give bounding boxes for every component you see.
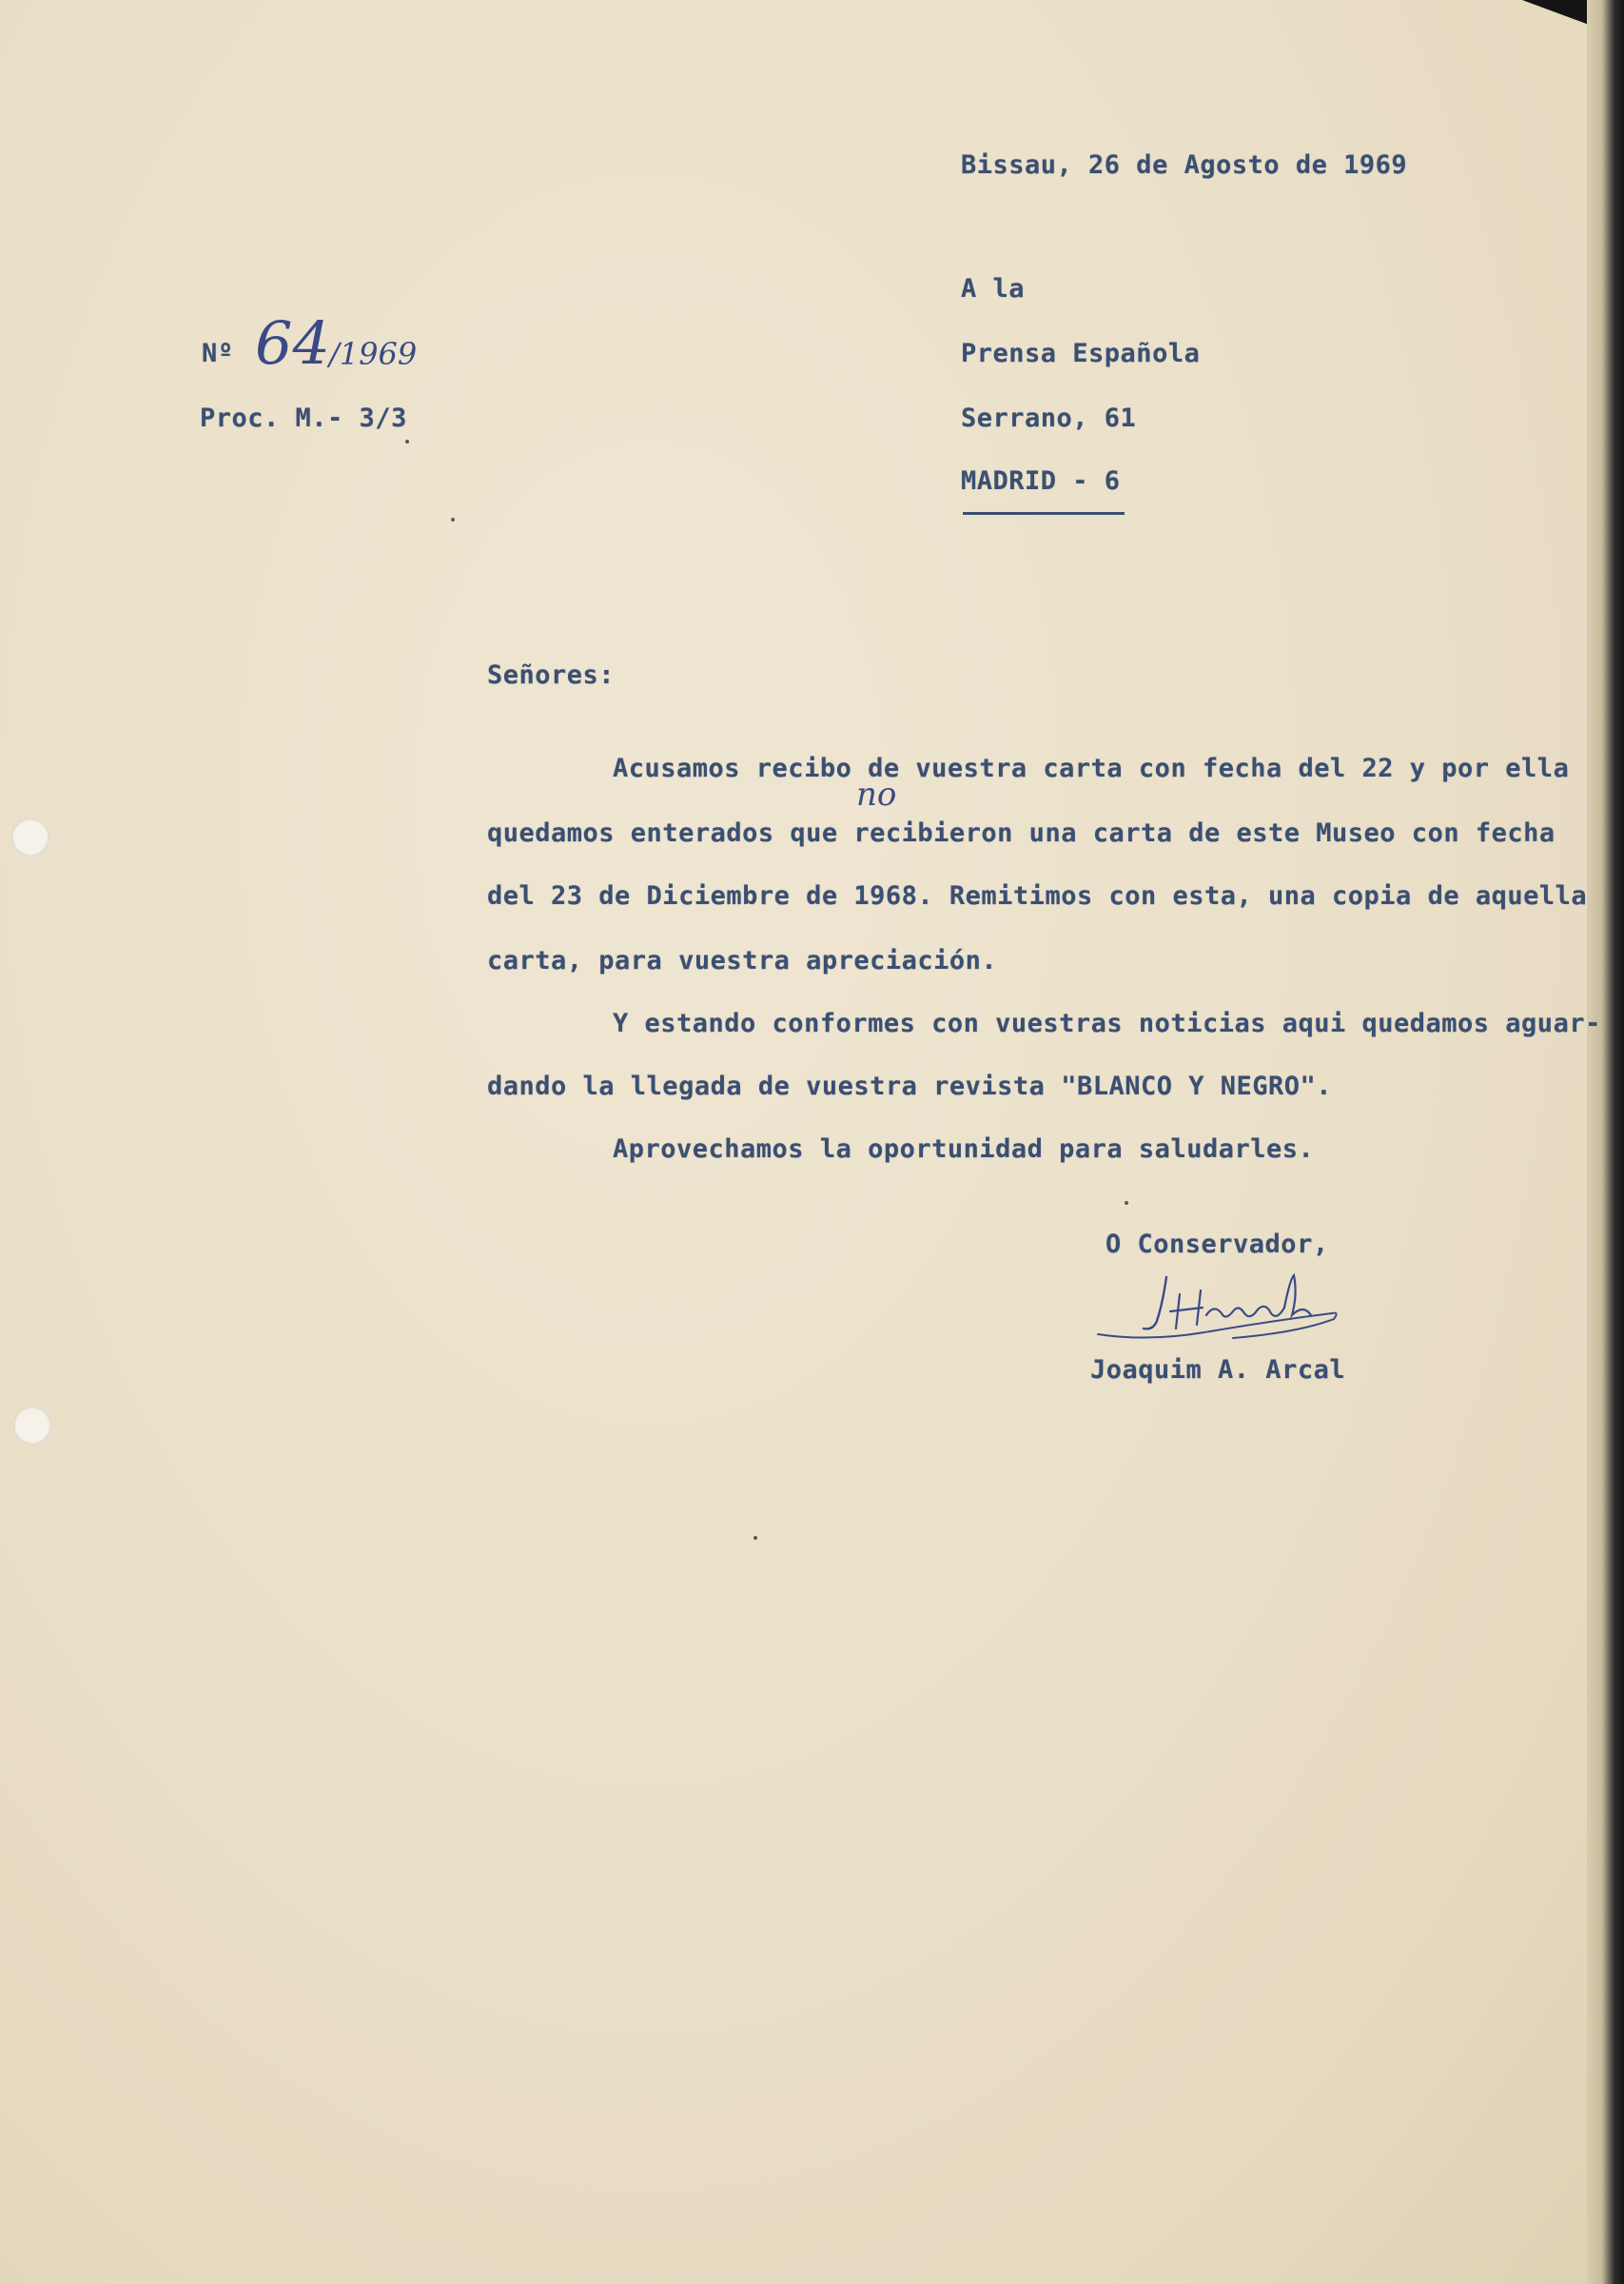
- place-date: Bissau, 26 de Agosto de 1969: [961, 150, 1408, 180]
- recipient-line-3: Serrano, 61: [961, 404, 1137, 433]
- recipient-line-1: A la: [961, 274, 1026, 304]
- recipient-line-4: MADRID - 6: [961, 466, 1121, 496]
- recipient-line-2: Prensa Española: [961, 339, 1201, 368]
- paper-speck: [753, 1536, 757, 1540]
- salutation: Señores:: [487, 660, 616, 690]
- body-line-2: quedamos enterados que recibieron una carta de este Museo con fecha: [487, 818, 1556, 848]
- closing-title: O Conservador,: [1105, 1230, 1329, 1259]
- ref-suffix: /1969: [329, 336, 418, 372]
- ref-prefix: Nº: [202, 339, 234, 368]
- handwritten-insert: no: [856, 776, 897, 814]
- paper-speck: [451, 518, 455, 522]
- signature-name: Joaquim A. Arcal: [1090, 1355, 1346, 1385]
- punch-hole-top: [11, 818, 49, 856]
- body-line-7: Aprovechamos la oportunidad para saludarles.: [613, 1134, 1315, 1164]
- body-line-5: Y estando conformes con vuestras noticias aqui quedamos aguar-: [613, 1009, 1601, 1038]
- paper-speck: [1125, 1201, 1128, 1205]
- ref-number-handwritten: 64: [255, 308, 330, 378]
- paper-speck: [405, 440, 409, 443]
- handwritten-signature: [1090, 1266, 1347, 1351]
- body-line-6: dando la llegada de vuestra revista "BLANCO Y NEGRO".: [487, 1072, 1333, 1101]
- page-right-edge: [1587, 0, 1624, 2284]
- punch-hole-bottom: [13, 1407, 51, 1445]
- process-ref: Proc. M.- 3/3: [200, 404, 407, 433]
- body-line-3: del 23 de Diciembre de 1968. Remitimos con esta, una copia de aquella: [487, 881, 1588, 911]
- body-line-4: carta, para vuestra apreciación.: [487, 946, 998, 975]
- recipient-underline: [963, 512, 1125, 515]
- body-line-1: Acusamos recibo de vuestra carta con fecha del 22 y por ella: [613, 754, 1570, 783]
